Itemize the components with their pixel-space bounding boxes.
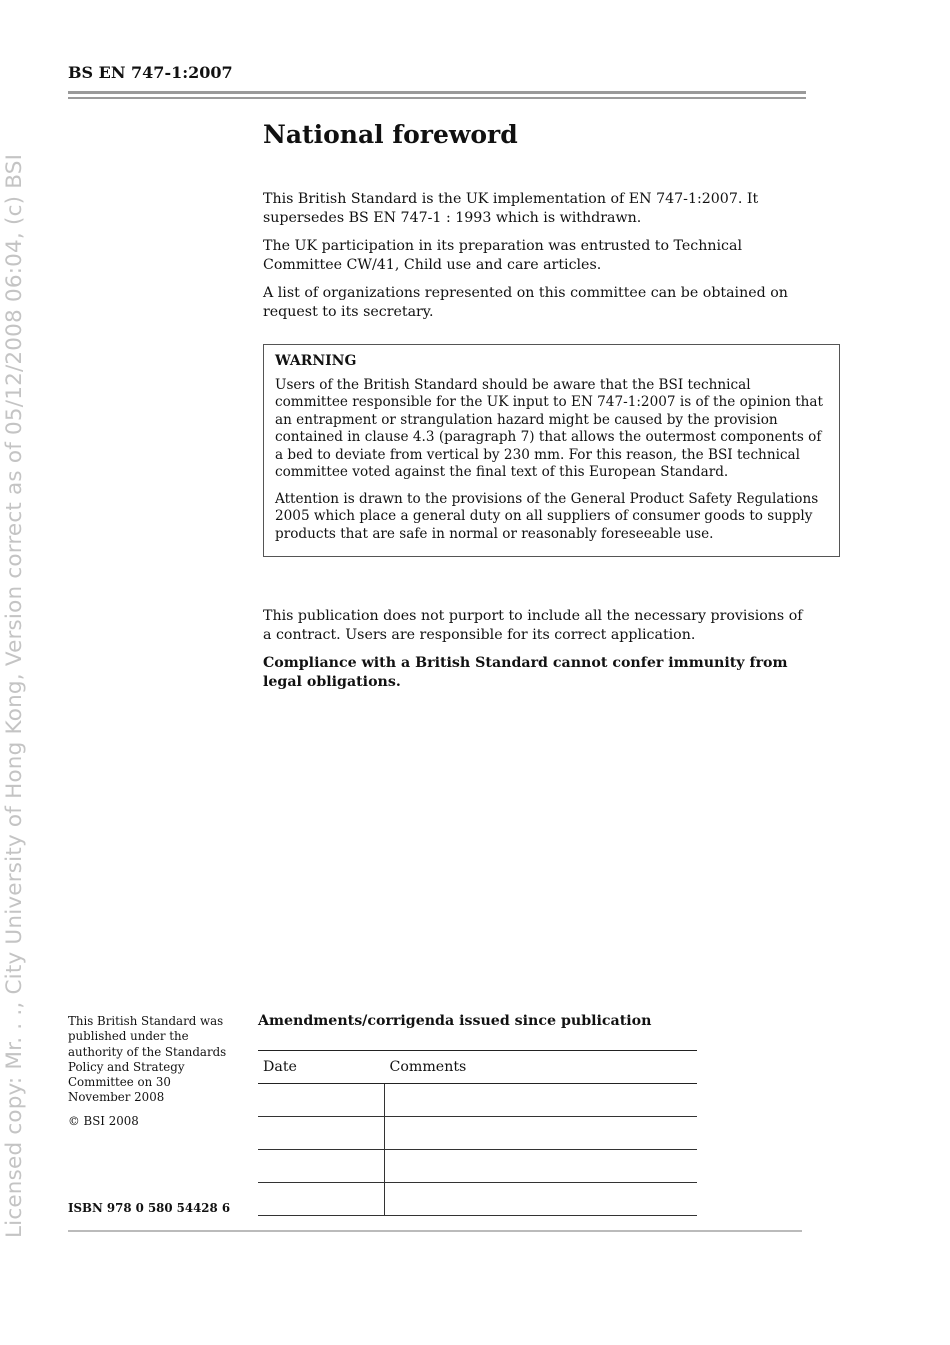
- comments-cell: [385, 1150, 698, 1183]
- intro-paragraph: A list of organizations represented on this committee can be obtained on request to its secretary.: [263, 285, 788, 320]
- column-header-date: Date: [258, 1051, 385, 1084]
- license-watermark: Licensed copy: Mr. . ., City University of Hong Kong, Version correct as of 05/12/2008 06:04, (c) BSI: [2, 153, 27, 1238]
- warning-title: WARNING: [275, 353, 357, 369]
- disclaimer-paragraph: This publication does not purport to include all the necessary provisions of a contract. Users are responsible for its correct application.: [263, 608, 803, 643]
- comments-cell: [385, 1117, 698, 1150]
- column-header-comments: Comments: [385, 1051, 698, 1084]
- amendments-table: [258, 1050, 697, 1216]
- page-title: National foreword: [263, 120, 518, 149]
- footer-rule: [68, 1230, 802, 1232]
- publication-note: This British Standard was published under the authority of the Standards Policy and Strategy Committee on 30 November 2008: [68, 1014, 227, 1105]
- intro-section: [263, 190, 823, 331]
- compliance-statement: Compliance with a British Standard cannot confer immunity from legal obligations.: [263, 655, 788, 690]
- table-row: [258, 1183, 697, 1216]
- header-rule-top: [68, 91, 806, 94]
- comments-cell: [385, 1183, 698, 1216]
- table-row: [258, 1084, 697, 1117]
- standard-code: BS EN 747-1:2007: [68, 63, 233, 82]
- amendments-title: Amendments/corrigenda issued since publication: [258, 1013, 652, 1029]
- table-row: [258, 1117, 697, 1150]
- date-cell: [258, 1183, 385, 1216]
- intro-paragraph: This British Standard is the UK implementation of EN 747-1:2007. It supersedes BS EN 747-1 : 1993 which is withdrawn.: [263, 191, 759, 226]
- comments-cell: [385, 1084, 698, 1117]
- copyright-notice: © BSI 2008: [68, 1113, 139, 1128]
- publication-info: [68, 1014, 233, 1137]
- closing-section: [263, 607, 803, 701]
- isbn: ISBN 978 0 580 54428 6: [68, 1201, 231, 1215]
- warning-paragraph: Users of the British Standard should be aware that the BSI technical committee responsible for the UK input to EN 747-1:2007 is of the opinion that an entrapment or strangulation hazard might be caused by the provision contained in clause 4.3 (paragraph 7) that allows the outermost components of a bed to deviate from vertical by 230 mm. For this reason, the BSI technical committee voted against the final text of this European Standard.: [275, 376, 823, 480]
- intro-paragraph: The UK participation in its preparation was entrusted to Technical Committee CW/41, Child use and care articles.: [263, 238, 742, 273]
- date-cell: [258, 1117, 385, 1150]
- date-cell: [258, 1150, 385, 1183]
- amendments-header-row: [258, 1051, 697, 1084]
- warning-paragraph: Attention is drawn to the provisions of the General Product Safety Regulations 2005 which place a general duty on all suppliers of consumer goods to supply products that are safe in normal or reasonably foreseeable use.: [275, 490, 819, 542]
- table-row: [258, 1150, 697, 1183]
- date-cell: [258, 1084, 385, 1117]
- warning-box: [263, 344, 840, 557]
- header-rule-bottom: [68, 97, 806, 99]
